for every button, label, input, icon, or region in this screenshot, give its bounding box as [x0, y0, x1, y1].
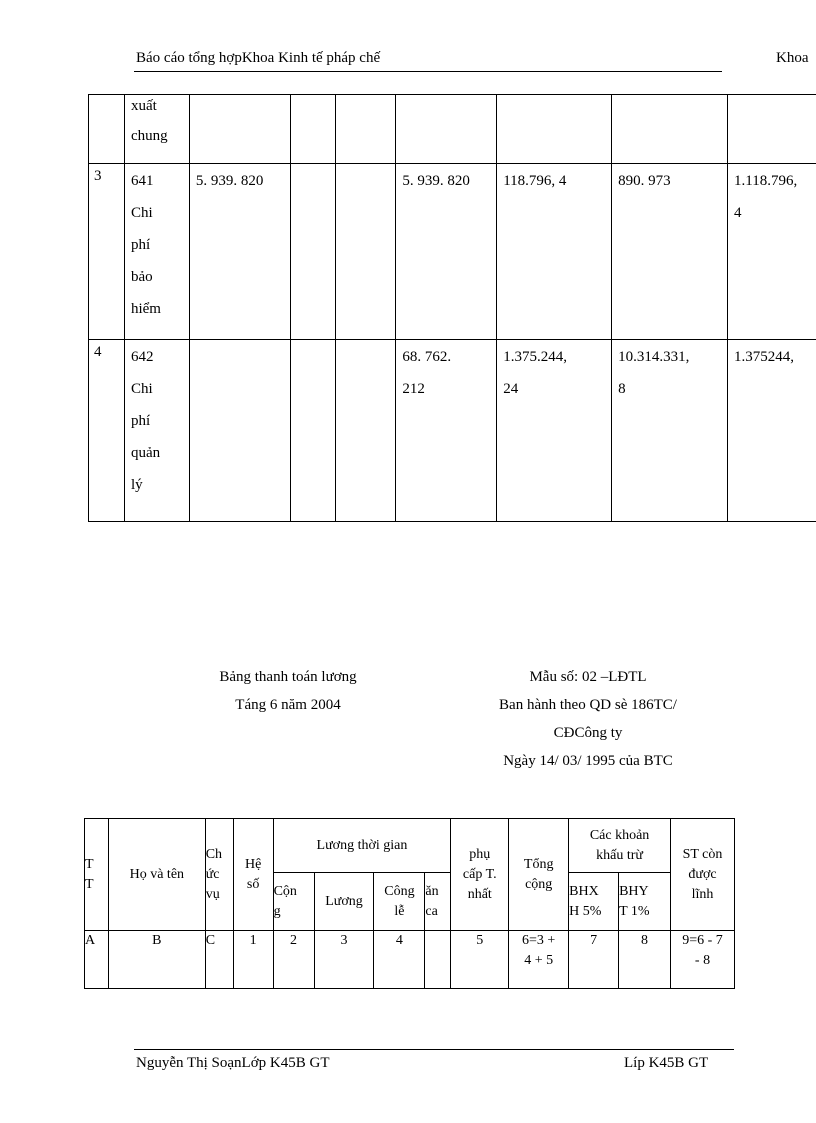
header-left: Báo cáo tổng hợpKhoa Kinh tế pháp chế [136, 50, 381, 66]
cell [728, 95, 816, 164]
cost-table [88, 94, 816, 522]
cell: B [108, 931, 205, 989]
cell: 8 [619, 931, 671, 989]
cell [497, 95, 612, 164]
payroll-title-left [178, 663, 398, 719]
footer-rule [134, 1049, 734, 1050]
payroll-form-info [458, 663, 718, 775]
cell [335, 95, 396, 164]
cell: C [205, 931, 233, 989]
col-wage: Lương [314, 873, 374, 931]
cell [189, 340, 290, 522]
header-right: Khoa [776, 50, 809, 66]
cell-name: xuất chung [124, 95, 189, 164]
payroll-month: Táng 6 năm 2004 [235, 697, 341, 713]
cell [335, 164, 396, 340]
col-tt: T T [85, 819, 109, 931]
cell: A [85, 931, 109, 989]
cell: 1.375244, [728, 340, 816, 522]
footer-left: Nguyễn Thị SoạnLớp K45B GT [136, 1055, 330, 1071]
col-deductions: Các khoản khấu trừ [569, 819, 671, 873]
cell-tt [89, 95, 125, 164]
col-holiday: Công lễ [374, 873, 425, 931]
col-position: Ch ức vụ [205, 819, 233, 931]
table-row [89, 164, 816, 340]
cell [290, 340, 335, 522]
col-net-pay: ST còn được lĩnh [670, 819, 734, 931]
cell: 9=6 - 7 - 8 [670, 931, 734, 989]
cell: 1 [233, 931, 273, 989]
col-allowance: phụ cấp T. nhất [451, 819, 509, 931]
cell: 3 [314, 931, 374, 989]
col-time-wage: Lương thời gian [273, 819, 451, 873]
form-decree: Ban hành theo QD sè 186TC/ [499, 697, 677, 713]
col-bhyt: BHY T 1% [619, 873, 671, 931]
cell [612, 95, 728, 164]
form-date: Ngày 14/ 03/ 1995 của BTC [503, 753, 673, 769]
cell: 6=3 + 4 + 5 [509, 931, 569, 989]
cell: 890. 973 [612, 164, 728, 340]
cell [290, 164, 335, 340]
cell: 7 [569, 931, 619, 989]
col-coefficient: Hệ số [233, 819, 273, 931]
cell [189, 95, 290, 164]
col-bhxh: BHX H 5% [569, 873, 619, 931]
form-issuer: CĐCông ty [553, 725, 623, 741]
table-row [89, 95, 816, 164]
cell-tt: 4 [89, 340, 125, 522]
payroll-title: Bảng thanh toán lương [219, 669, 357, 685]
cell: 5. 939. 820 [189, 164, 290, 340]
cell [290, 95, 335, 164]
cell-name: 642 Chi phí quản lý [124, 340, 189, 522]
cell: 1.118.796, 4 [728, 164, 816, 340]
cell: 5. 939. 820 [396, 164, 497, 340]
col-total: Tổng cộng [509, 819, 569, 931]
cell: 118.796, 4 [497, 164, 612, 340]
cell: 1.375.244, 24 [497, 340, 612, 522]
col-name: Họ và tên [108, 819, 205, 931]
cell-tt: 3 [89, 164, 125, 340]
table-row [85, 931, 735, 989]
col-days: Cộn g [273, 873, 314, 931]
cell-name: 641 Chi phí bảo hiểm [124, 164, 189, 340]
cell: 5 [451, 931, 509, 989]
col-meal: ăn ca [425, 873, 451, 931]
footer-right: Líp K45B GT [624, 1055, 709, 1071]
cell: 4 [374, 931, 425, 989]
cell [425, 931, 451, 989]
table-row [89, 340, 816, 522]
payroll-table [84, 818, 735, 989]
header-row [85, 819, 735, 873]
cell: 10.314.331, 8 [612, 340, 728, 522]
form-number: Mẫu số: 02 –LĐTL [529, 669, 647, 685]
cell [335, 340, 396, 522]
header-rule [134, 71, 722, 72]
cell [396, 95, 497, 164]
cell: 68. 762. 212 [396, 340, 497, 522]
cell: 2 [273, 931, 314, 989]
